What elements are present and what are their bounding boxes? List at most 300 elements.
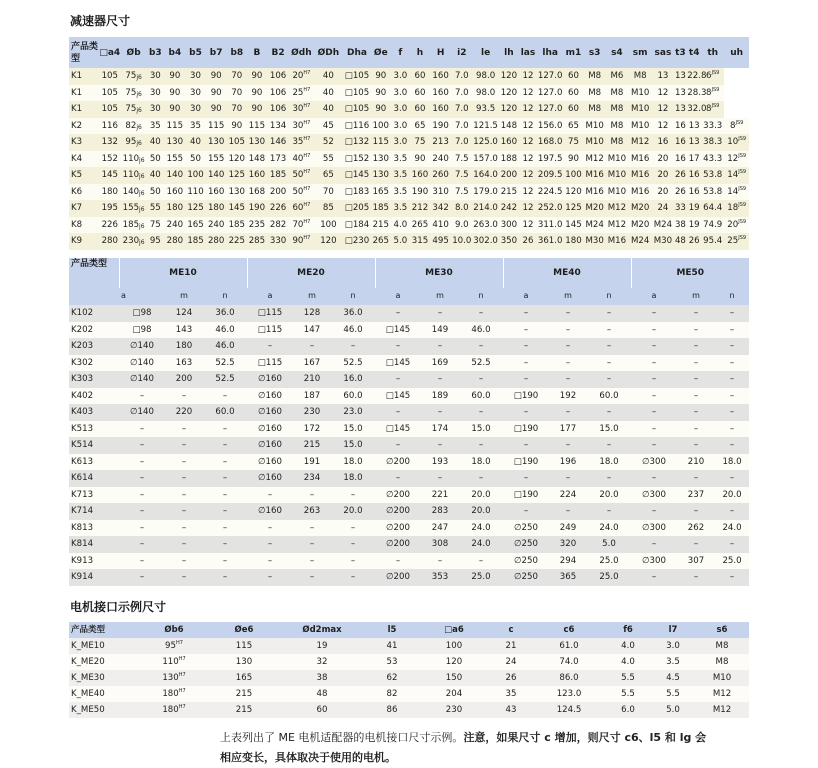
table-cell xyxy=(343,233,371,250)
cell-value: 160 xyxy=(432,71,449,81)
table-cell xyxy=(410,184,430,201)
table-cell xyxy=(606,167,628,184)
adapter-sub-header: m xyxy=(549,288,587,305)
table-cell: – xyxy=(247,536,293,553)
table-cell xyxy=(687,184,701,201)
cell-value: 75 xyxy=(568,137,579,147)
cell-value: 74.9 xyxy=(703,219,723,230)
cell-value: 61.0 xyxy=(559,641,579,651)
cell-value: M8 xyxy=(610,104,624,114)
table-cell xyxy=(499,134,519,151)
table-cell xyxy=(99,85,121,102)
table-cell xyxy=(674,85,688,102)
reducer-header-cell: las xyxy=(519,37,537,68)
reducer-header-cell: s3 xyxy=(584,37,606,68)
table-cell: 180 xyxy=(165,338,203,355)
table-cell xyxy=(267,68,289,85)
cell-value: 50 xyxy=(292,170,304,180)
table-cell xyxy=(371,151,391,168)
table-cell xyxy=(279,670,365,686)
cell-value: 25 xyxy=(727,236,739,246)
table-cell: – xyxy=(459,470,503,487)
table-cell xyxy=(164,184,185,201)
table-cell: 247 xyxy=(421,520,459,537)
table-cell xyxy=(430,200,451,217)
cell-value: 134 xyxy=(269,120,287,131)
table-cell: ∅200 xyxy=(375,487,421,504)
cell-value: 65 xyxy=(568,120,579,131)
cell-value: 75 xyxy=(125,71,137,81)
table-cell xyxy=(69,702,139,718)
table-cell: ∅160 xyxy=(247,454,293,471)
table-cell xyxy=(430,68,451,85)
cell-value: 110 xyxy=(122,170,140,180)
table-cell xyxy=(563,151,583,168)
table-cell xyxy=(537,68,563,85)
table-cell: – xyxy=(293,569,331,586)
table-cell: 263 xyxy=(293,503,331,520)
table-cell xyxy=(651,638,695,654)
cell-value: 17 xyxy=(688,153,700,164)
adapter-dimensions-table xyxy=(69,258,749,586)
table-cell: ∅140 xyxy=(119,355,165,372)
cell-value: 3.5 xyxy=(666,657,680,667)
table-cell: 191 xyxy=(293,454,331,471)
table-cell: 149 xyxy=(421,322,459,339)
table-cell: K203 xyxy=(69,338,119,355)
cell-value: 26 xyxy=(688,236,700,246)
cell-value: 3.0 xyxy=(393,137,408,147)
cell-value: M30 xyxy=(653,236,673,246)
table-cell: 36.0 xyxy=(331,305,375,322)
cell-value: 12 xyxy=(522,170,534,180)
table-cell xyxy=(69,167,99,184)
table-cell xyxy=(289,68,313,85)
table-cell xyxy=(606,217,628,234)
cell-value: 60 xyxy=(316,705,328,715)
table-cell: 25.0 xyxy=(587,553,631,570)
table-cell xyxy=(537,118,563,135)
cell-value: 38 xyxy=(674,219,686,230)
tolerance-label: JS9 xyxy=(738,235,747,241)
table-cell xyxy=(410,200,430,217)
table-cell: ∅140 xyxy=(119,371,165,388)
cell-value: 125 xyxy=(187,203,204,213)
cell-value: K1 xyxy=(71,71,83,81)
table-cell: – xyxy=(247,520,293,537)
cell-value: 20 xyxy=(292,71,304,81)
table-cell xyxy=(419,670,489,686)
table-cell xyxy=(410,233,430,250)
table-cell: – xyxy=(677,437,715,454)
cell-value: 40 xyxy=(292,153,304,164)
table-cell xyxy=(410,118,430,135)
reducer-header-cell: H xyxy=(430,37,451,68)
cell-value: 105 xyxy=(101,87,118,98)
table-cell: – xyxy=(587,404,631,421)
table-cell xyxy=(343,118,371,135)
table-cell: K913 xyxy=(69,553,119,570)
table-cell xyxy=(121,184,146,201)
cell-value: 350 xyxy=(500,236,518,246)
table-cell xyxy=(499,101,519,118)
table-cell xyxy=(69,184,99,201)
cell-value: □105 xyxy=(344,71,370,81)
cell-value: 180 xyxy=(162,689,179,699)
cell-value: 197.5 xyxy=(537,153,563,164)
table-cell xyxy=(563,85,583,102)
cell-value: K1 xyxy=(71,87,83,98)
cell-value: 32 xyxy=(316,657,328,667)
cell-value: 160 xyxy=(248,170,266,180)
table-cell: 60.0 xyxy=(587,388,631,405)
table-cell: 16.0 xyxy=(331,371,375,388)
table-cell xyxy=(371,134,391,151)
table-cell xyxy=(499,151,519,168)
table-cell xyxy=(533,654,605,670)
table-cell xyxy=(209,702,279,718)
cell-value: □183 xyxy=(344,186,370,197)
table-cell xyxy=(227,184,247,201)
cell-value: M10 xyxy=(607,186,627,197)
adapter-sub-header: m xyxy=(293,288,331,305)
table-cell xyxy=(451,184,472,201)
table-cell xyxy=(227,167,247,184)
table-cell: 200 xyxy=(165,371,203,388)
cell-value: 40 xyxy=(149,137,161,147)
table-cell xyxy=(185,184,205,201)
table-cell xyxy=(701,151,724,168)
table-cell: ∅300 xyxy=(631,520,677,537)
table-cell: K813 xyxy=(69,520,119,537)
table-cell xyxy=(206,101,227,118)
cell-value: 240 xyxy=(432,153,449,164)
cell-value: 7.0 xyxy=(454,71,469,81)
cell-value: 90 xyxy=(210,104,222,114)
cell-value: 12 xyxy=(522,120,534,131)
reducer-header-cell: lha xyxy=(537,37,563,68)
table-cell xyxy=(451,151,472,168)
cell-value: 90 xyxy=(169,104,181,114)
cell-value: □145 xyxy=(344,170,370,180)
table-cell: – xyxy=(631,338,677,355)
table-cell: – xyxy=(375,371,421,388)
table-cell: – xyxy=(293,536,331,553)
table-cell: – xyxy=(119,388,165,405)
cell-value: 20 xyxy=(657,186,669,197)
table-cell xyxy=(69,686,139,702)
motor-header-cell: c6 xyxy=(533,622,605,638)
table-cell xyxy=(519,184,537,201)
cell-value: 10 xyxy=(727,137,739,147)
cell-value: M10 xyxy=(631,120,650,131)
table-cell xyxy=(146,233,164,250)
cell-value: 52 xyxy=(322,137,334,147)
cell-value: 155 xyxy=(122,203,140,213)
cell-value: 90 xyxy=(251,104,263,114)
cell-value: M16 xyxy=(631,153,650,164)
table-cell xyxy=(343,200,371,217)
cell-value: M10 xyxy=(607,170,627,180)
cell-value: 165 xyxy=(235,673,253,683)
cell-value: 90 xyxy=(169,87,181,98)
table-cell: – xyxy=(165,520,203,537)
cell-value: 130 xyxy=(228,186,245,197)
table-cell: – xyxy=(203,388,247,405)
table-cell xyxy=(430,85,451,102)
table-cell: 365 xyxy=(549,569,587,586)
table-cell xyxy=(206,151,227,168)
table-cell: – xyxy=(587,305,631,322)
table-cell: – xyxy=(677,322,715,339)
table-cell: – xyxy=(165,437,203,454)
table-cell xyxy=(674,151,688,168)
table-cell: – xyxy=(459,553,503,570)
table-cell: 60.0 xyxy=(203,404,247,421)
table-cell xyxy=(247,101,267,118)
table-cell: 20.0 xyxy=(331,503,375,520)
tolerance-label: JS9 xyxy=(738,185,747,192)
table-cell: – xyxy=(549,404,587,421)
table-cell xyxy=(451,200,472,217)
reducer-header-cell: f xyxy=(391,37,410,68)
table-cell xyxy=(391,184,410,201)
table-cell xyxy=(674,200,688,217)
table-row xyxy=(69,503,749,520)
cell-value: 168 xyxy=(248,186,266,197)
table-cell xyxy=(289,184,313,201)
table-cell xyxy=(391,151,410,168)
table-row xyxy=(69,421,749,438)
table-cell xyxy=(419,686,489,702)
adapter-sub-header: n xyxy=(331,288,375,305)
table-cell xyxy=(164,167,185,184)
cell-value: 3.0 xyxy=(666,641,680,651)
table-cell: – xyxy=(503,503,549,520)
cell-value: 26 xyxy=(505,673,517,683)
table-cell: 15.0 xyxy=(587,421,631,438)
table-cell xyxy=(391,101,410,118)
cell-value: 13 xyxy=(657,71,669,81)
table-cell: – xyxy=(293,553,331,570)
table-cell: 163 xyxy=(165,355,203,372)
table-cell xyxy=(519,101,537,118)
cell-value: 98.0 xyxy=(476,87,496,98)
cell-value: 38 xyxy=(316,673,328,683)
table-cell xyxy=(652,151,673,168)
table-cell xyxy=(121,217,146,234)
cell-value: 50 xyxy=(149,153,161,164)
cell-value: 70 xyxy=(292,219,304,230)
table-cell xyxy=(69,101,99,118)
table-cell xyxy=(451,217,472,234)
cell-value: 226 xyxy=(269,203,287,213)
table-cell: 36.0 xyxy=(203,305,247,322)
cell-value: 5.5 xyxy=(621,673,635,683)
reducer-header-cell: t3 xyxy=(674,37,688,68)
cell-value: 4.0 xyxy=(621,641,635,651)
table-cell: – xyxy=(549,371,587,388)
table-cell: 320 xyxy=(549,536,587,553)
table-cell xyxy=(185,118,205,135)
table-cell: – xyxy=(715,322,749,339)
table-cell xyxy=(584,68,606,85)
table-cell xyxy=(472,167,498,184)
cell-value: 90 xyxy=(251,71,263,81)
table-cell xyxy=(451,134,472,151)
adapter-group-header: ME40 xyxy=(503,258,631,288)
cell-value: 60 xyxy=(292,203,304,213)
table-cell: ∅250 xyxy=(503,536,549,553)
table-cell xyxy=(606,200,628,217)
table-cell xyxy=(687,217,701,234)
cell-value: 215 xyxy=(500,186,518,197)
table-cell xyxy=(606,101,628,118)
cell-value: 215 xyxy=(372,219,389,230)
table-cell: 224 xyxy=(549,487,587,504)
table-cell xyxy=(227,134,247,151)
table-cell xyxy=(687,134,701,151)
table-cell xyxy=(606,118,628,135)
cell-value: M24 xyxy=(585,219,604,230)
table-cell: – xyxy=(503,355,549,372)
cell-value: 95.4 xyxy=(703,236,723,246)
cell-value: 204 xyxy=(445,689,463,699)
cell-value: 115 xyxy=(207,120,225,131)
cell-value: K2 xyxy=(71,120,83,131)
table-cell: – xyxy=(119,503,165,520)
tolerance-label: H7 xyxy=(303,235,311,241)
reducer-header-cell: b5 xyxy=(185,37,205,68)
cell-value: 125 xyxy=(565,203,582,213)
table-cell: – xyxy=(503,338,549,355)
table-cell: 249 xyxy=(549,520,587,537)
cell-value: 90 xyxy=(292,236,304,246)
table-cell xyxy=(371,184,391,201)
cell-value: 265 xyxy=(372,236,389,246)
cell-value: 60 xyxy=(414,104,426,114)
table-cell xyxy=(185,200,205,217)
adapter-sub-header: m xyxy=(165,288,203,305)
table-cell: – xyxy=(331,487,375,504)
cell-value: K_ME50 xyxy=(71,705,105,715)
note-line1-a: 上表列出了 ME 电机适配器的电机接口尺寸示例。 xyxy=(220,731,464,744)
table-cell xyxy=(584,101,606,118)
cell-value: M12 xyxy=(712,705,732,715)
table-cell xyxy=(267,217,289,234)
cell-value: 3.0 xyxy=(393,71,408,81)
table-cell xyxy=(314,217,344,234)
cell-value: 285 xyxy=(248,236,266,246)
cell-value: 165 xyxy=(187,219,204,230)
table-row xyxy=(69,569,749,586)
table-cell xyxy=(652,184,673,201)
cell-value: 160 xyxy=(432,87,449,98)
cell-value: 7.5 xyxy=(454,153,469,164)
table-cell xyxy=(489,638,533,654)
table-cell: 24.0 xyxy=(587,520,631,537)
cell-value: 8 xyxy=(730,120,736,131)
table-cell xyxy=(563,68,583,85)
table-cell xyxy=(472,68,498,85)
cell-value: 120 xyxy=(565,186,582,197)
cell-value: 225 xyxy=(228,236,245,246)
cell-value: 40 xyxy=(149,170,161,180)
tolerance-label: j6 xyxy=(139,156,145,164)
cell-value: 106 xyxy=(269,104,287,114)
table-cell xyxy=(499,118,519,135)
table-cell: ∅160 xyxy=(247,503,293,520)
cell-value: 33 xyxy=(674,203,686,213)
table-cell: – xyxy=(421,470,459,487)
cell-value: 310 xyxy=(432,186,449,197)
table-cell xyxy=(695,654,749,670)
table-cell: 147 xyxy=(293,322,331,339)
cell-value: □230 xyxy=(344,236,370,246)
table-cell: – xyxy=(631,503,677,520)
motor-header-cell: f6 xyxy=(605,622,651,638)
table-cell: K713 xyxy=(69,487,119,504)
cell-value: 155 xyxy=(166,153,184,164)
table-cell xyxy=(164,68,185,85)
cell-value: 3.0 xyxy=(393,87,408,98)
table-cell xyxy=(69,85,99,102)
table-cell xyxy=(687,167,701,184)
table-cell: – xyxy=(165,569,203,586)
cell-value: 145 xyxy=(228,203,245,213)
reducer-header-cell: lh xyxy=(499,37,519,68)
table-cell xyxy=(371,118,391,135)
adapter-group-header-row xyxy=(69,258,749,288)
table-cell xyxy=(247,184,267,201)
table-row xyxy=(69,553,749,570)
table-cell: – xyxy=(503,322,549,339)
table-cell: – xyxy=(631,355,677,372)
cell-value: 12 xyxy=(522,87,534,98)
table-cell xyxy=(605,654,651,670)
table-cell xyxy=(69,151,99,168)
reducer-header-cell: B2 xyxy=(267,37,289,68)
table-cell xyxy=(652,118,673,135)
cell-value: 252.0 xyxy=(537,203,563,213)
cell-value: M16 xyxy=(607,236,627,246)
table-cell: 143 xyxy=(165,322,203,339)
cell-value: M20 xyxy=(631,203,650,213)
table-cell: 210 xyxy=(677,454,715,471)
table-cell: 189 xyxy=(421,388,459,405)
reducer-header-cell: sm xyxy=(628,37,652,68)
table-cell: 128 xyxy=(293,305,331,322)
cell-value: 342 xyxy=(432,203,449,213)
cell-value: 3.5 xyxy=(393,153,408,164)
cell-value: 95 xyxy=(125,137,137,147)
table-cell: ∅200 xyxy=(375,454,421,471)
table-cell: – xyxy=(421,338,459,355)
table-row xyxy=(69,85,749,102)
table-cell xyxy=(391,200,410,217)
cell-value: 148 xyxy=(500,120,518,131)
cell-value: 12 xyxy=(727,153,739,164)
table-cell xyxy=(289,85,313,102)
table-cell xyxy=(371,200,391,217)
table-cell: 24.0 xyxy=(459,536,503,553)
cell-value: 48 xyxy=(674,236,686,246)
cell-value: 120 xyxy=(445,657,463,667)
table-cell: – xyxy=(631,305,677,322)
table-row xyxy=(69,670,749,686)
table-cell xyxy=(537,101,563,118)
motor-header-cell: l7 xyxy=(651,622,695,638)
